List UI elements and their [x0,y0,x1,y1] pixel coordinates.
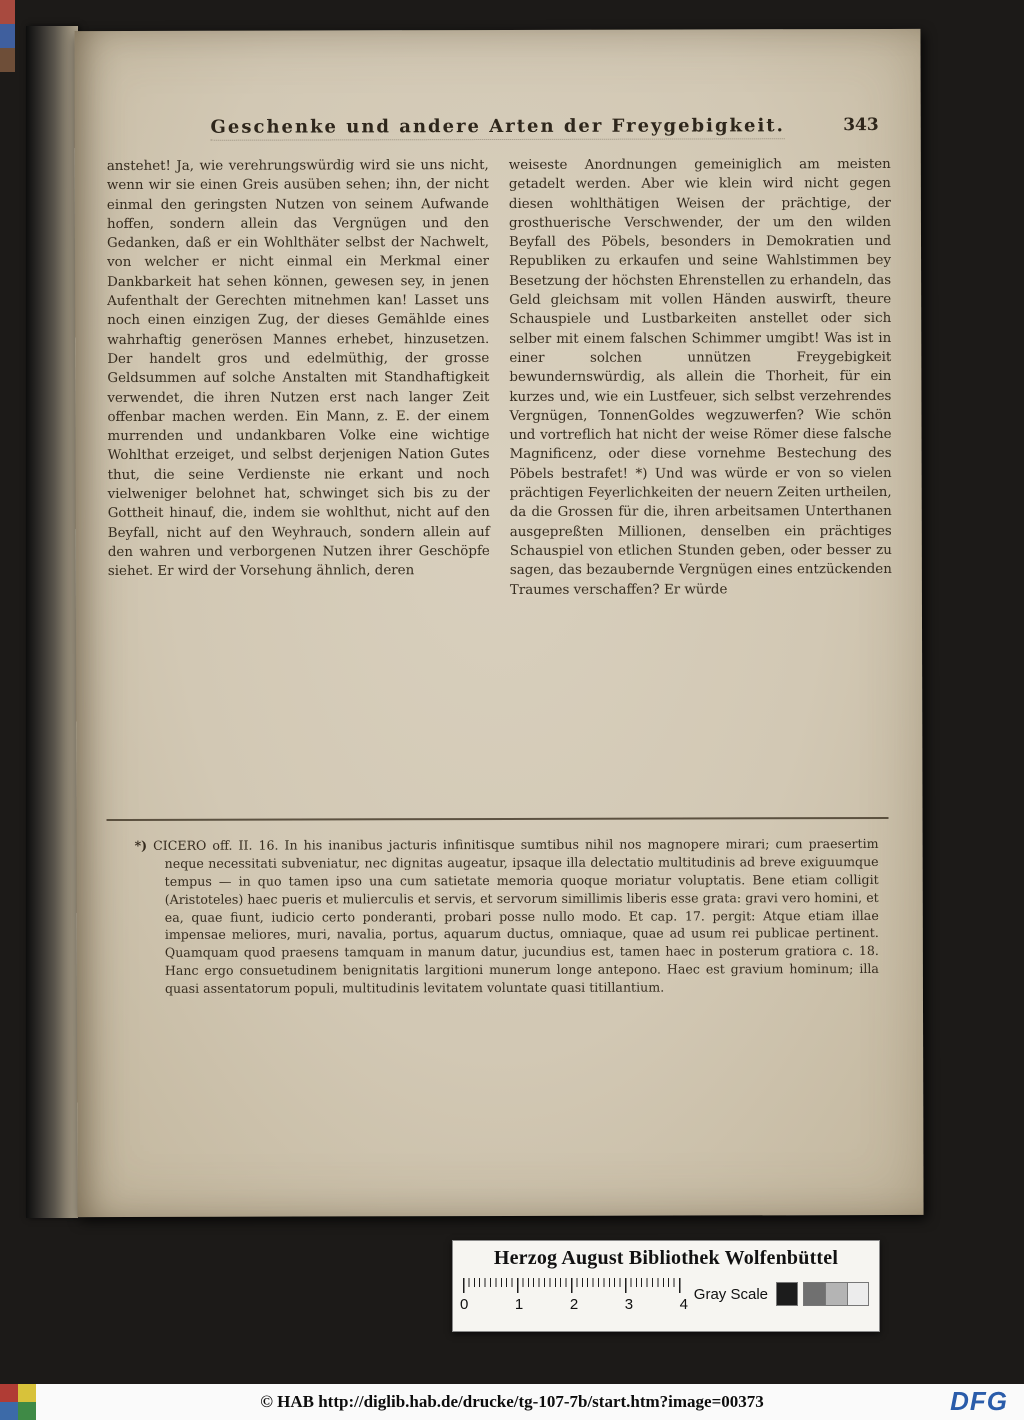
ruler-number: 4 [679,1296,688,1313]
gray-scale-swatch [803,1282,825,1306]
scanned-page [74,29,923,1217]
page-header [111,115,885,143]
running-title: Geschenke und andere Arten der Freygebigkeit. [210,115,784,141]
gray-scale-block [694,1282,869,1306]
ruler-ticks-mm [463,1278,681,1287]
cm-ruler [460,1278,688,1318]
calibration-swatch [0,24,15,48]
ruler-numbers [460,1296,688,1313]
gray-scale-swatch [776,1282,798,1306]
page-number: 343 [843,115,879,136]
gray-scale-swatch [847,1282,869,1306]
calibration-swatch [0,1402,18,1420]
ruler-number: 3 [624,1296,634,1313]
copyright-text: © HAB http://diglib.hab.de/drucke/tg-107-7b/start.htm?image=00373 [260,1392,764,1411]
book-fore-edge [26,26,78,1218]
calibration-swatch [18,1402,36,1420]
copyright-bar [0,1384,1024,1420]
color-calibration-strip-top [0,0,15,72]
footnote-marker: *) [134,837,148,853]
text-columns [107,155,892,601]
footnote-text: CICERO off. II. 16. In his inanibus jacturis infinitisque sumtibus nihil nos magnopere mirari; cum praesertim neque necessitati subveniatur, nec dignitas augeatur, ipsaque illa delectatio multitudinis ad breve exiguumque tempus — in quo tamen ipso una cum satietate memoria quoque moriatur voluptatis. Bene etiam colligit (Aristoteles) haec pueris et mulierculis et servis, et servorum simillimis liberis esse grata: gravi vero homini, et ea, quae fiunt, iudicio certo ponderanti, probari posse nullo modo. Et cap. 17. pergit: Atque etiam illae impensae meliores, muri, navalia, portus, aquarum ductus, omniaque, quae ad usum rei publicae pertinent. Quamquam quod praesens tamquam in manum datur, jucundius est, tamen haec in posterum gratiora c. 18. Hanc ergo consuetudinem benignitatis largitioni munerum longe antepono. Haec est gravium hominum; illa quasi assentatorum populi, multitudinis levitatem voluntate quasi titillantium. [153,836,879,996]
calibration-swatch [0,1384,18,1402]
library-name: Herzog August Bibliothek Wolfenbüttel [493,1247,839,1269]
calibration-swatch [18,1384,36,1402]
footnote-divider [107,817,889,821]
library-label [452,1240,880,1332]
ruler-number: 0 [460,1296,469,1313]
gray-scale-swatch [825,1282,847,1306]
dfg-logo: DFG [950,1386,1008,1416]
body-text-left: anstehet! Ja, wie verehrungswürdig wird sie uns nicht, wenn wir sie einen Greis ausüben sehen; ihn, der nicht einmal den geringsten Nutzen von seinem Aufwande hoffen, sondern allein das Vergnügen und den Gedanken, daß er ein Wohlthäter selbst der Nachwelt, von welcher er nicht einmal ein Merkmal einer Dankbarkeit hat sehen können, gewesen sey, in jenen Aufenthalt der Gerechten mitnehmen kan! Lasset uns noch einen einzigen Zug, der dieses Gemählde eines wahrhaftig generösen Mannes erhebet, hinzusetzen. Der handelt gros und edelmüthig, der grosse Geldsummen auf solche Anstalten mit Standhaftigkeit verwendet, die ihren Nutzen erst nach langer Zeit offenbar machen werden. Ein Mann, z. E. der einem murrenden und undankbaren Volke eine wichtige Wohlthat erzeiget, und selbst derjenigen Nation Gutes thut, die seine Verdienste nie erkant und noch vielweniger belohnet hat, schwinget sich bis zu der Gottheit hinauf, die, indem sie wohlthut, nicht auf den Beyfall, nicht auf den Weyhrauch, sondern allein auf den wahren und verborgenen Nutzen ihrer Geschöpfe siehet. Er wird der Vorsehung ähnlich, deren [106,158,490,580]
ruler-number: 1 [514,1296,524,1313]
ruler-number: 2 [569,1296,579,1313]
gray-scale-swatches [776,1282,869,1306]
footnote [135,835,879,998]
text-column-right [509,155,892,600]
label-row [460,1278,869,1318]
color-calibration-strip-bottom [0,1384,36,1420]
body-text-right: weiseste Anordnungen gemeiniglich am meisten getadelt werden. Aber wie klein wird nicht gegen diesen wohlthätigen Weisen der prächtige, der grosthuerische Verschwender, der um den wilden Beyfall des Pöbels, besonders in Demokratien und Republiken zu erkaufen und seine Wahlstimmen bey Besetzung der höchsten Ehrenstellen zu erhandeln, das Geld gleichsam mit vollen Händen auswirft, theure Schauspiele und Lustbarkeiten anstellet oder sich selber mit einem falschen Schimmer umgibt! Was ist in einer solchen unnützen Freygebigkeit bewundernswürdig, als allein die Thorheit, für ein kurzes und, wie ein Lustfeuer, sich selbst verzehrendes Vergnügen, TonnenGoldes wegzuwerfen? Wie schön und vortreflich hat nicht der weise Römer diese falsche Magnificenz, oder diese vornehme Bestechung des Pöbels bestrafet! *) Und was würde er von so vielen prächtigen Feyerlichkeiten der neuern Zeiten urtheilen, da die Grossen für die, ihren arbeitsamen Unterthanen ausgepreßten Millionen, denselben ein prächtiges Schauspiel von etlichen Stunden geben, oder besser zu sagen, das bezaubernde Vergnügen eines entzückenden Traumes verschaffen? Er würde [508,156,892,598]
gray-scale-label: Gray Scale [693,1285,768,1303]
text-column-left [107,156,490,601]
calibration-swatch [0,0,15,24]
footnote-text-wrap [135,835,879,998]
calibration-swatch [0,48,15,72]
